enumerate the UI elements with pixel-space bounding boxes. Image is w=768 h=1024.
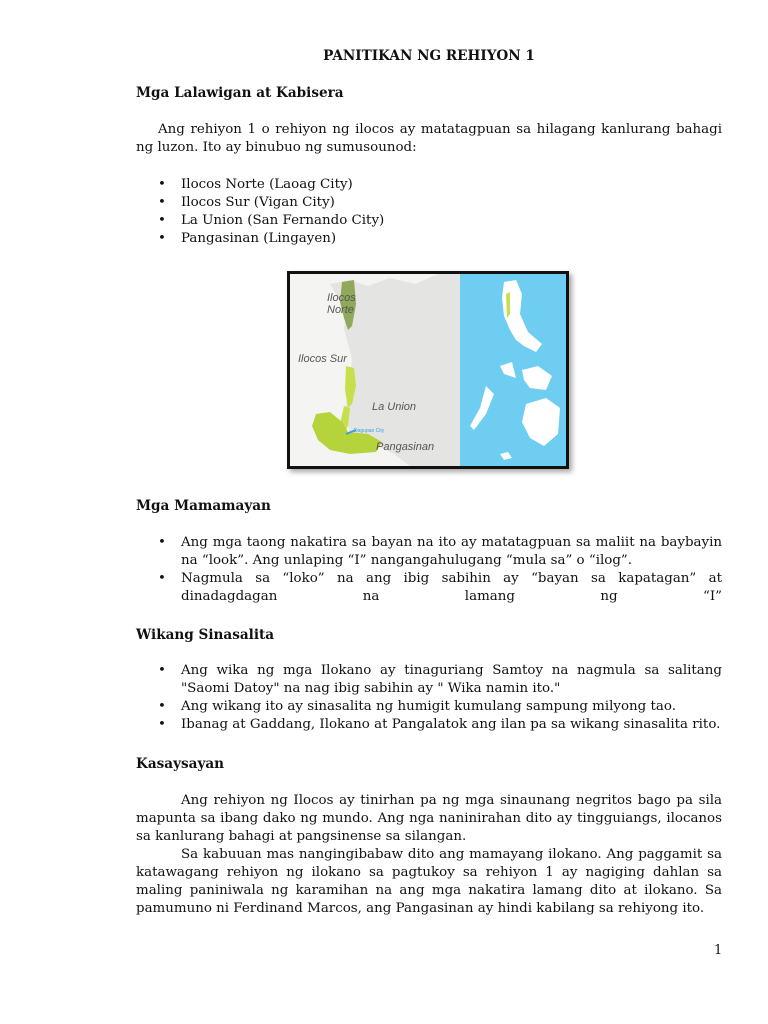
label-ilocos-sur: Ilocos Sur [298, 353, 347, 365]
label-dagupan: Dagupan City [354, 428, 385, 434]
bullet-icon: • [158, 717, 166, 732]
heading-lalawigan: Mga Lalawigan at Kabisera [136, 85, 344, 101]
document-title: PANITIKAN NG REHIYON 1 [323, 48, 535, 64]
wika-list [136, 662, 722, 734]
list-item: • Ang wikang ito ay sinasalita ng humigit kumulang sampung milyong tao. [158, 699, 676, 714]
list-item: • Pangasinan (Lingayen) [158, 231, 337, 246]
list-item: • Ang mga taong nakatira sa bayan na ito ay matatagpuan sa maliit na baybayin na “look”. Ang unlaping “I” nangangahulugang “mula sa” o “ilog”. [158, 535, 722, 568]
bullet-icon: • [158, 231, 166, 246]
history-paragraph-2: Sa kabuuan mas nangingibabaw dito ang mamayang ilokano. Ang paggamit sa katawagang rehiyon ng ilokano sa pagtukoy sa rehiyon 1 ay nagiging dahlan sa maling paniniwala ng karamihan na ang mga nakatira lamang dito at ilokano. Sa pamumuno ni Ferdinand Marcos, ang Pangasinan ay hindi kabilang sa rehiyong ito. [136, 847, 722, 916]
label-pangasinan: Pangasinan [376, 441, 435, 453]
heading-kasaysayan: Kasaysayan [136, 756, 225, 772]
mamamayan-list [136, 534, 722, 606]
bullet-icon: • [158, 663, 166, 678]
list-item: • Ang wika ng mga Ilokano ay tinaguriang Samtoy na nagmula sa salitang "Saomi Datoy" na nag ibig sabihin ay " Wika namin ito." [158, 663, 722, 696]
history-paragraph-1: Ang rehiyon ng Ilocos ay tinirhan pa ng mga sinaunang negritos bago pa sila mapunta sa ibang dako ng mundo. Ang nga naninirahan dito ay tingguiangs, ilocanos sa kanlurang bahagi at pangsinense sa silangan. [136, 793, 722, 844]
page-number: 1 [714, 943, 723, 958]
bullet-icon: • [158, 699, 166, 714]
list-item: • Ilocos Sur (Vigan City) [158, 195, 335, 210]
label-la-union: La Union [372, 401, 417, 413]
label-ilocos-norte-1: Ilocos [327, 292, 356, 304]
list-item: • Ibanag at Gaddang, Ilokano at Pangalatok ang ilan pa sa wikang sinasalita rito. [158, 717, 721, 732]
list-item: • Nagmula sa “loko” na ang ibig sabihin ay “bayan sa kapatagan” at dinadagdagan na lamang ng “I” [158, 571, 722, 604]
intro-paragraph: Ang rehiyon 1 o rehiyon ng ilocos ay matatagpuan sa hilagang kanlurang bahagi ng luzon. Ito ay binubuo ng sumusounod: [136, 122, 722, 155]
heading-wika: Wikang Sinasalita [136, 627, 275, 643]
bullet-icon: • [158, 195, 166, 210]
heading-mamamayan: Mga Mamamayan [136, 498, 271, 514]
label-ilocos-norte-2: Norte [327, 304, 354, 316]
region-map-figure [287, 271, 569, 469]
region-map [290, 274, 566, 466]
province-list [136, 176, 722, 248]
bullet-icon: • [158, 177, 166, 192]
bullet-icon: • [158, 213, 166, 228]
list-item: • Ilocos Norte (Laoag City) [158, 177, 353, 192]
list-item: • La Union (San Fernando City) [158, 213, 385, 228]
bullet-icon: • [158, 571, 166, 586]
bullet-icon: • [158, 535, 166, 550]
